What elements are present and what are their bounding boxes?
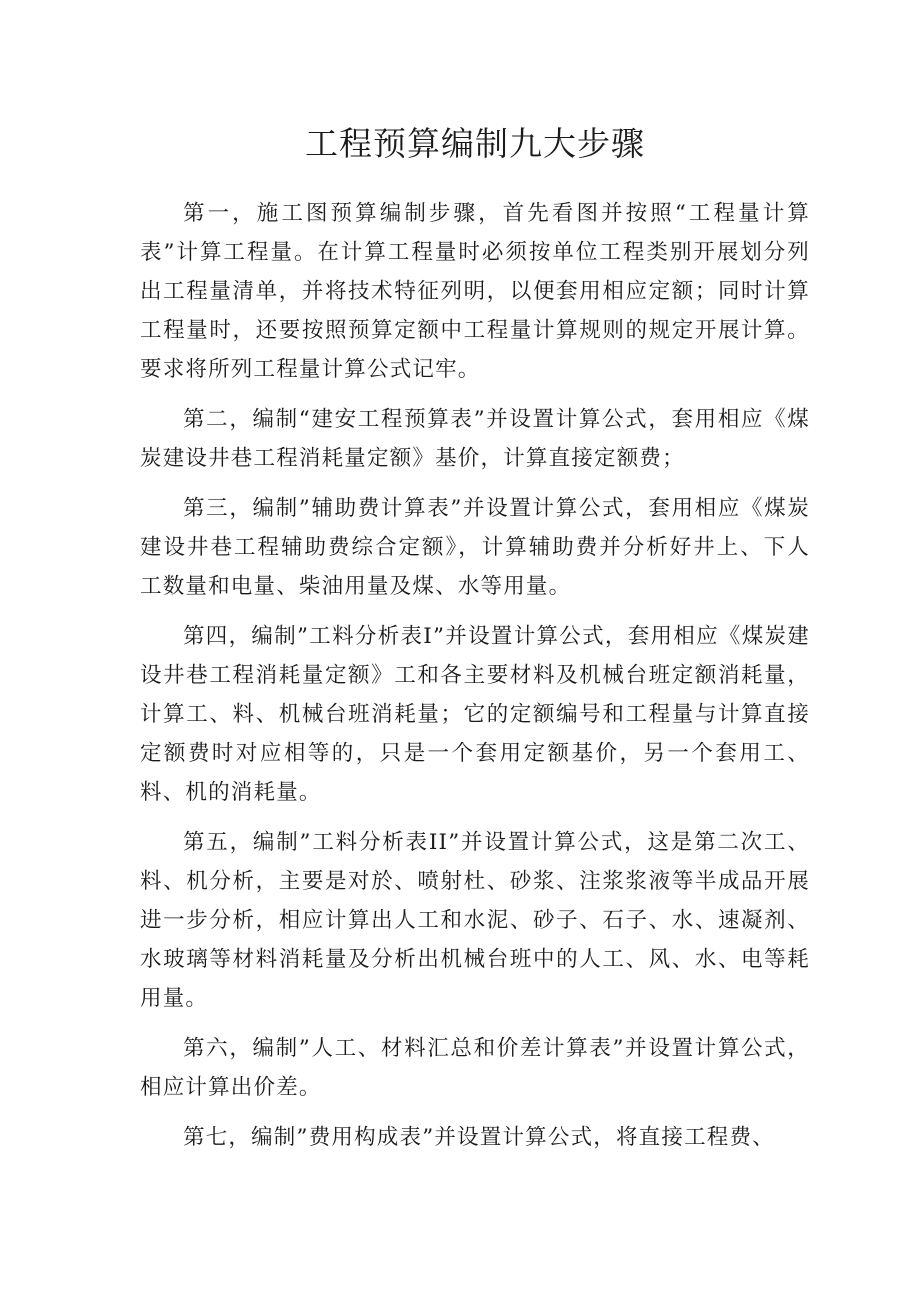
paragraph-step-6: 第六，编制”人工、材料汇总和价差计算表”并设置计算公式，相应计算出价差。 (140, 1036, 810, 1100)
paragraph-step-5: 第五，编制”工料分析表II”并设置计算公式，这是第二次工、料、机分析，主要是对於、喷射杜、砂浆、注浆浆液等半成品开展进一步分析，相应计算出人工和水泥、砂子、石子、水、速凝剂、水玻璃等材料消耗量及分析出机械台班中的人工、风、水、电等耗用量。 (140, 830, 810, 1011)
paragraph-step-4: 第四，编制”工料分析表I”并设置计算公式，套用相应《煤炭建设井巷工程消耗量定额》工和各主要材料及机械台班定额消耗量，计算工、料、机械台班消耗量；它的定额编号和工程量与计算直接定额费时对应相等的，只是一个套用定额基价，另一个套用工、料、机的消耗量。 (140, 624, 810, 805)
document-title: 工程预算编制九大步骤 (305, 124, 645, 163)
paragraph-step-1: 第一，施工图预算编制步骤，首先看图并按照“工程量计算表”计算工程量。在计算工程量时必须按单位工程类别开展划分列出工程量清单，并将技术特征列明，以便套用相应定额；同时计算工程量时，还要按照预算定额中工程量计算规则的规定开展计算。要求将所列工程量计算公式记牢。 (140, 201, 810, 382)
paragraph-step-3: 第三，编制”辅助费计算表”并设置计算公式，套用相应《煤炭建设井巷工程辅助费综合定额》，计算辅助费并分析好井上、下人工数量和电量、柴油用量及煤、水等用量。 (140, 496, 810, 599)
paragraph-step-7: 第七，编制”费用构成表”并设置计算公式，将直接工程费、 (183, 1125, 775, 1150)
paragraph-step-2: 第二，编制“建安工程预算表”并设置计算公式，套用相应《煤炭建设井巷工程消耗量定额》基价，计算直接定额费； (140, 407, 810, 471)
